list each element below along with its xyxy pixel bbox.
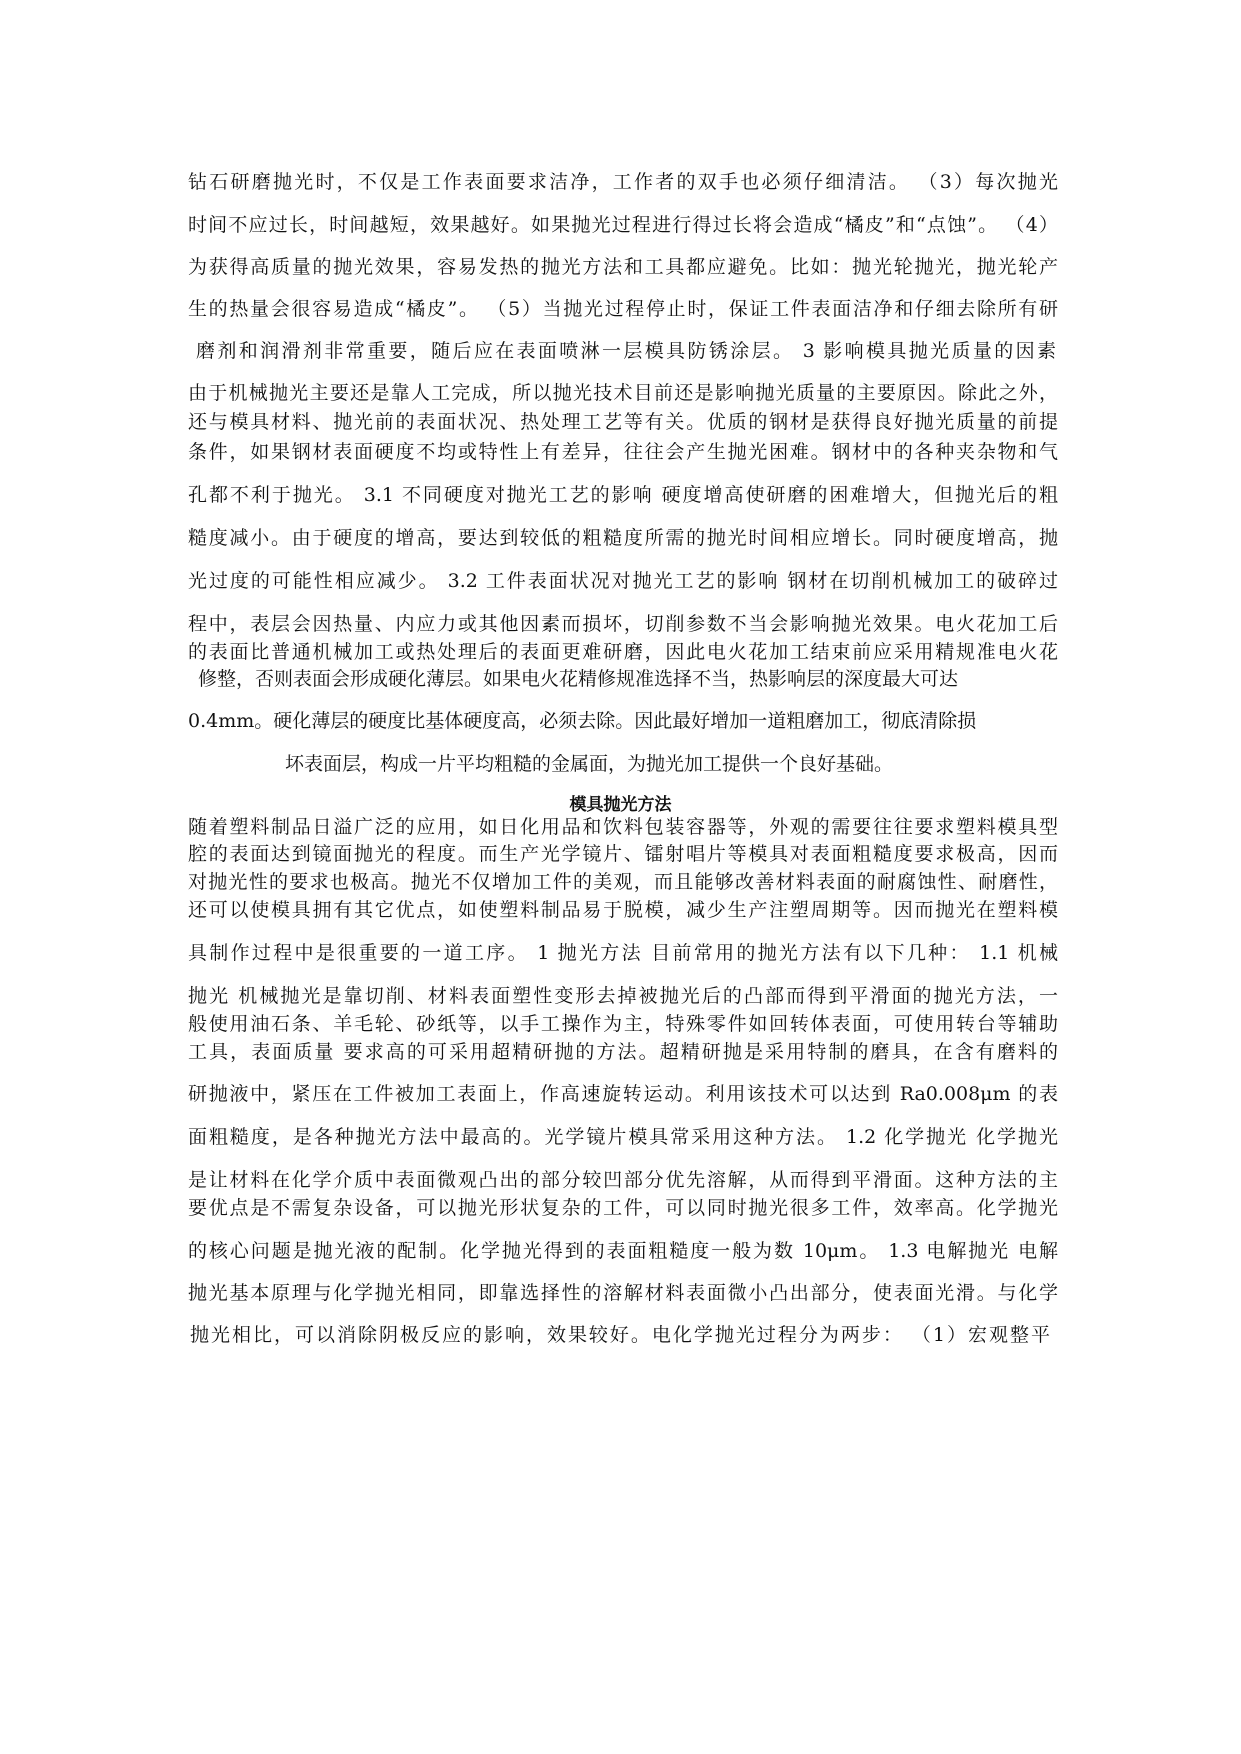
text-line: 腔的表面达到镜面抛光的程度。而生产光学镜片、镭射唱片等模具对表面粗糙度要求极高，因而 xyxy=(188,843,1058,865)
text-line: 由于机械抛光主要还是靠人工完成，所以抛光技术目前还是影响抛光质量的主要原因。除此之外， xyxy=(188,382,1058,404)
section-heading: 模具抛光方法 xyxy=(569,795,672,815)
text-line: 抛光基本原理与化学抛光相同，即靠选择性的溶解材料表面微小凸出部分，使表面光滑。与化学 xyxy=(188,1282,1058,1304)
text-line: 0.4mm。硬化薄层的硬度比基体硬度高，必须去除。因此最好增加一道粗磨加工，彻底清除损 xyxy=(188,710,977,732)
text-line: 随着塑料制品日溢广泛的应用，如日化用品和饮料包装容器等，外观的需要往往要求塑料模具型 xyxy=(188,816,1058,838)
text-line: 孔都不利于抛光。 3.1 不同硬度对抛光工艺的影响 硬度增高使研磨的困难增大，但抛光后的粗 xyxy=(188,484,1058,506)
text-line: 是让材料在化学介质中表面微观凸出的部分较凹部分优先溶解，从而得到平滑面。这种方法的主 xyxy=(188,1169,1058,1191)
text-line: 糙度减小。由于硬度的增高，要达到较低的粗糙度所需的抛光时间相应增长。同时硬度增高，抛 xyxy=(188,527,1058,549)
text-line: 生的热量会很容易造成“橘皮”。 （5）当抛光过程停止时，保证工件表面洁净和仔细去除所有研 xyxy=(188,298,1058,320)
text-line: 的表面比普通机械加工或热处理后的表面更难研磨，因此电火花加工结束前应采用精规准电火花 xyxy=(188,641,1058,663)
text-line: 光过度的可能性相应减少。 3.2 工件表面状况对抛光工艺的影响 钢材在切削机械加工的破碎过 xyxy=(188,570,1058,592)
text-line: 对抛光性的要求也极高。抛光不仅增加工件的美观，而且能够改善材料表面的耐腐蚀性、耐磨性， xyxy=(188,871,1058,893)
text-line: 要优点是不需复杂设备，可以抛光形状复杂的工件，可以同时抛光很多工件，效率高。化学抛光 xyxy=(188,1197,1058,1219)
text-line: 的核心问题是抛光液的配制。化学抛光得到的表面粗糙度一般为数 10μm。 1.3 电解抛光 电解 xyxy=(188,1240,1058,1262)
text-line: 面粗糙度，是各种抛光方法中最高的。光学镜片模具常采用这种方法。 1.2 化学抛光 化学抛光 xyxy=(188,1126,1058,1148)
text-line: 为获得高质量的抛光效果，容易发热的抛光方法和工具都应避免。比如：抛光轮抛光，抛光轮产 xyxy=(188,256,1058,278)
text-line: 工具，表面质量 要求高的可采用超精研抛的方法。超精研抛是采用特制的磨具，在含有磨料的 xyxy=(188,1041,1058,1063)
text-line: 抛光 机械抛光是靠切削、材料表面塑性变形去掉被抛光后的凸部而得到平滑面的抛光方法，一 xyxy=(188,985,1058,1007)
text-line: 抛光相比，可以消除阴极反应的影响，效果较好。电化学抛光过程分为两步： （1）宏观整平 xyxy=(190,1324,1050,1346)
text-line: 修整，否则表面会形成硬化薄层。如果电火花精修规准选择不当，热影响层的深度最大可达 xyxy=(198,668,959,690)
text-line: 程中，表层会因热量、内应力或其他因素而损坏，切削参数不当会影响抛光效果。电火花加工后 xyxy=(188,613,1058,635)
text-line: 坏表面层，构成一片平均粗糙的金属面，为抛光加工提供一个良好基础。 xyxy=(285,753,894,775)
text-line: 时间不应过长，时间越短，效果越好。如果抛光过程进行得过长将会造成“橘皮”和“点蚀”。 （4） xyxy=(188,214,1058,236)
text-line: 还可以使模具拥有其它优点，如使塑料制品易于脱模，减少生产注塑周期等。因而抛光在塑料模 xyxy=(188,899,1058,921)
text-line: 磨剂和润滑剂非常重要，随后应在表面喷淋一层模具防锈涂层。 3 影响模具抛光质量的因素 xyxy=(196,340,1056,362)
text-line: 般使用油石条、羊毛轮、砂纸等，以手工操作为主，特殊零件如回转体表面，可使用转台等辅助 xyxy=(188,1013,1058,1035)
text-line: 钻石研磨抛光时，不仅是工作表面要求洁净，工作者的双手也必须仔细清洁。 （3）每次抛光 xyxy=(188,171,1058,193)
text-line: 条件，如果钢材表面硬度不均或特性上有差异，往往会产生抛光困难。钢材中的各种夹杂物和气 xyxy=(188,441,1058,463)
text-line: 具制作过程中是很重要的一道工序。 1 抛光方法 目前常用的抛光方法有以下几种： 1.1 机械 xyxy=(188,942,1058,964)
text-line: 还与模具材料、抛光前的表面状况、热处理工艺等有关。优质的钢材是获得良好抛光质量的前提 xyxy=(188,411,1058,433)
text-line: 研抛液中，紧压在工件被加工表面上，作高速旋转运动。利用该技术可以达到 Ra0.008μm 的表 xyxy=(188,1083,1058,1105)
